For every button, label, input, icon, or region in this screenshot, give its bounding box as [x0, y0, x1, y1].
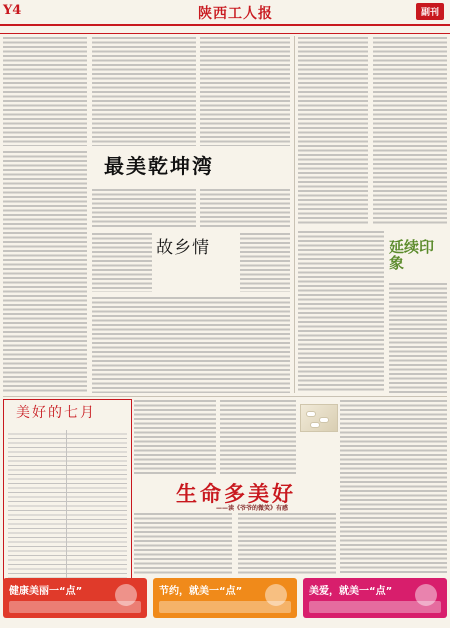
headline-yanxu: [389, 239, 439, 271]
article-body: [298, 36, 368, 226]
pill-shape: [310, 422, 320, 428]
article-body: [134, 512, 232, 574]
article-body: [200, 36, 290, 146]
event-table: [8, 430, 127, 580]
pill-shape: [306, 411, 316, 417]
ad-text-strip: [159, 601, 291, 613]
info-bar: [0, 25, 450, 34]
pills-photo: [300, 404, 338, 432]
poem-body: [92, 232, 152, 292]
article-body: [238, 512, 336, 574]
headline-yanxu-text: 延续印象: [389, 238, 435, 272]
article-body: [3, 150, 87, 393]
headline-qiankun: 最美乾坤湾: [104, 154, 214, 178]
article-body: [389, 282, 447, 393]
ad-panel-love[interactable]: [303, 578, 447, 618]
ad-bar: [3, 578, 447, 618]
headline-shengming: 生命多美好: [176, 481, 296, 506]
article-body: [373, 36, 447, 226]
ad-text-strip: [9, 601, 141, 613]
headline-shengming-sub: ——读《爷爷的微笑》有感: [216, 505, 289, 512]
article-body: [200, 188, 290, 228]
ad-title: 节约，就美一“点”: [159, 586, 243, 597]
poem-body: [240, 232, 290, 292]
article-body: [92, 188, 196, 228]
ad-text-strip: [309, 601, 441, 613]
masthead: [0, 0, 450, 26]
article-body: [92, 36, 196, 146]
pill-shape: [319, 417, 329, 423]
section-badge: 副刊: [416, 3, 444, 20]
ad-title: 健康美丽一“点”: [9, 586, 83, 597]
article-body: [134, 399, 216, 475]
page-number: Y4: [3, 3, 22, 18]
headline-qiyue: 美好的七月: [16, 405, 96, 421]
ad-panel-health[interactable]: [3, 578, 147, 618]
article-body: [340, 399, 447, 574]
section-divider: [3, 396, 447, 397]
article-body: [92, 296, 290, 393]
qiyue-box: [3, 399, 132, 586]
article-body: [220, 399, 296, 475]
ad-title: 美爱，就美一“点”: [309, 586, 393, 597]
article-body: [3, 36, 87, 146]
headline-guxiang: [156, 233, 236, 263]
column-divider: [294, 36, 295, 393]
headline-guxiang-text: 故乡情: [156, 238, 210, 258]
ad-panel-save[interactable]: [153, 578, 297, 618]
article-body: [298, 230, 384, 393]
paper-name: 陕西工人报: [198, 6, 273, 22]
